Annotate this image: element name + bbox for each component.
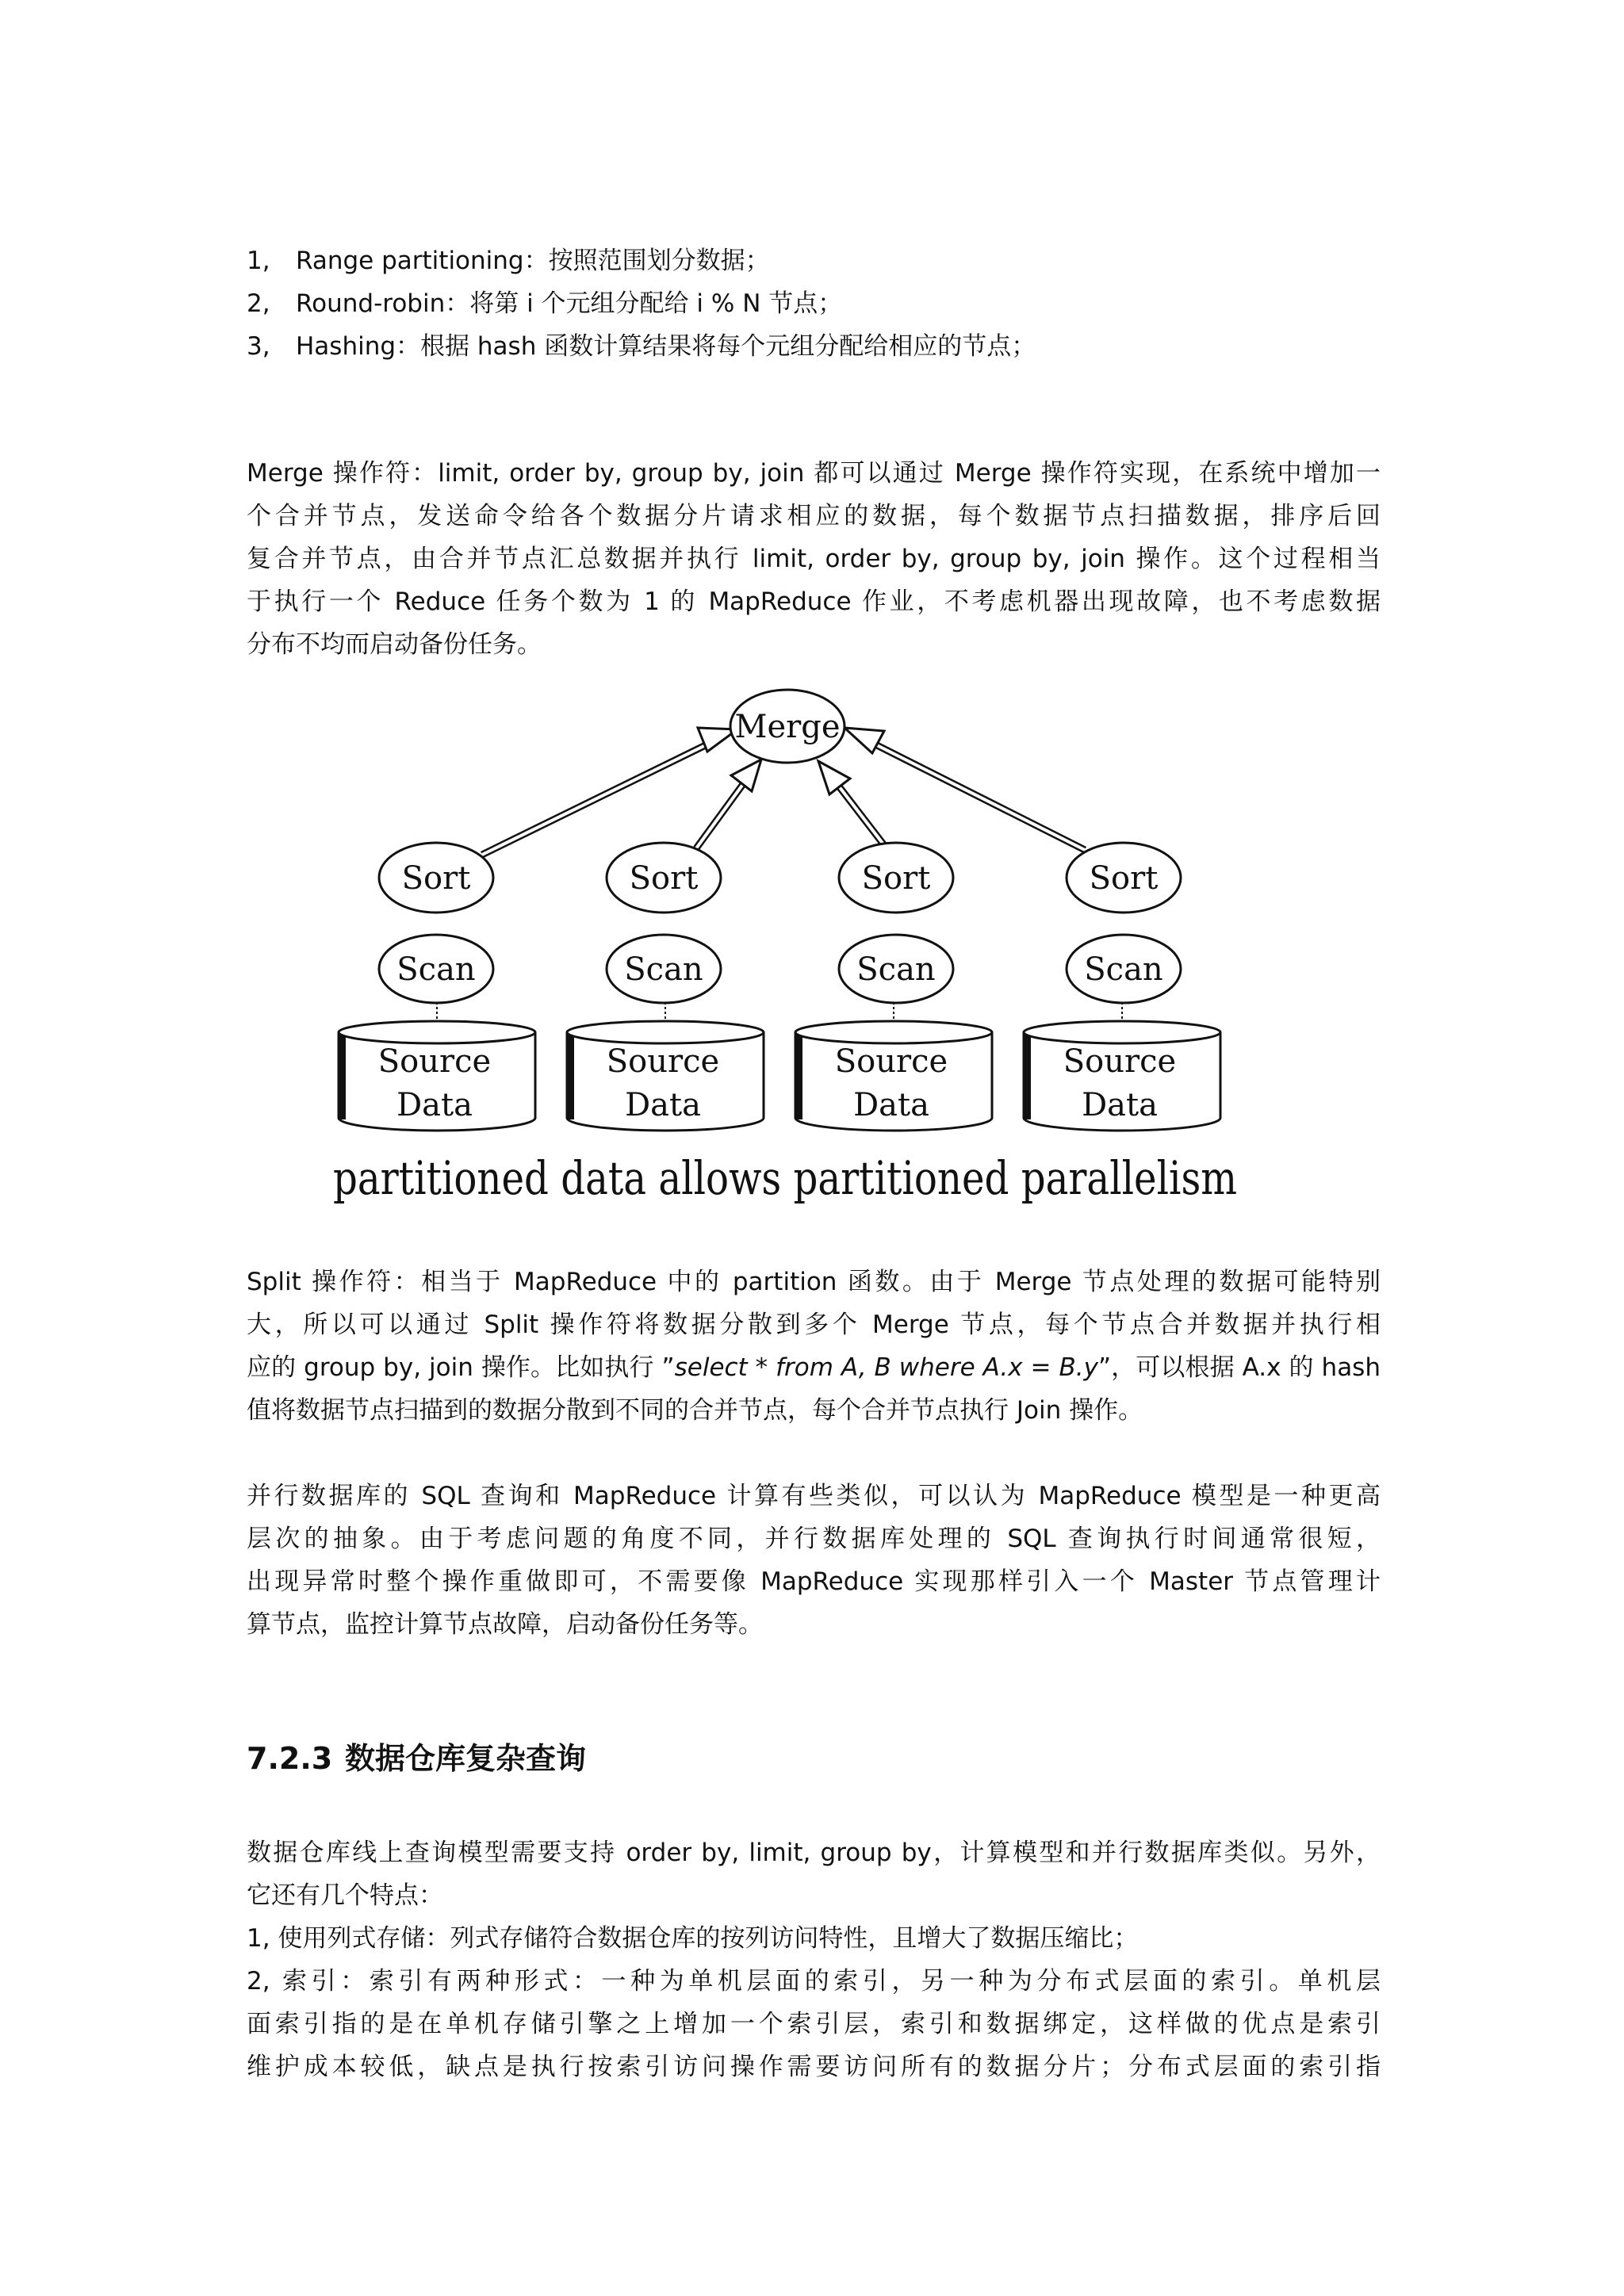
list-number: 2, — [247, 289, 270, 318]
merge-label: Merge — [734, 709, 841, 745]
source-label: Source — [1063, 1043, 1177, 1080]
scan-label: Scan — [396, 951, 476, 988]
partitioned-parallelism-figure — [317, 682, 1253, 1221]
data-label: Data — [396, 1087, 473, 1123]
paragraph-line: 个合并节点，发送命令给各个数据分片请求相应的数据，每个数据节点扫描数据，排序后回 — [247, 502, 1381, 530]
sql-example: select * from A, B where A.x = B.y — [674, 1353, 1098, 1382]
scan-label: Scan — [1084, 951, 1163, 988]
source-data-node — [339, 1002, 535, 1131]
list-text: Range partitioning：按照范围划分数据； — [296, 247, 770, 275]
sort-label: Sort — [1089, 860, 1159, 897]
paragraph-line: 于执行一个 Reduce 任务个数为 1 的 MapReduce 作业，不考虑机器出现故障，也不考虑数据 — [247, 587, 1381, 616]
paragraph-line: 层次的抽象。由于考虑问题的角度不同，并行数据库处理的 SQL 查询执行时间通常很短， — [247, 1525, 1381, 1553]
merge-node — [730, 690, 845, 763]
partition-column-1 — [339, 843, 535, 1131]
arrow-sort2-merge — [696, 760, 761, 848]
paragraph-line — [247, 1346, 1381, 1389]
paragraph-line: 分布不均而启动备份任务。 — [247, 630, 542, 659]
paragraph-line: 维护成本较低，缺点是执行按索引访问操作需要访问所有的数据分片；分布式层面的索引指 — [247, 2053, 1381, 2081]
paragraph-line: 算节点，监控计算节点故障，启动备份任务等。 — [247, 1610, 763, 1639]
paragraph-line: Merge 操作符：limit, order by, group by, join 都可以通过 Merge 操作符实现，在系统中增加一 — [247, 459, 1381, 488]
source-data-node — [1024, 1002, 1220, 1131]
partition-column-3 — [795, 843, 992, 1131]
list-item-round-robin — [247, 282, 842, 325]
paragraph-line: Split 操作符：相当于 MapReduce 中的 partition 函数。由于 Merge 节点处理的数据可能特别 — [247, 1268, 1381, 1296]
source-data-node — [795, 1002, 992, 1131]
data-label: Data — [1082, 1087, 1158, 1123]
list-item-range-partitioning — [247, 239, 770, 282]
source-label: Source — [834, 1043, 948, 1080]
paragraph-line: 大，所以可以通过 Split 操作符将数据分散到多个 Merge 节点，每个节点合并数据并执行相 — [247, 1311, 1381, 1339]
list-item-hashing — [247, 325, 1036, 368]
paragraph-line: 复合并节点，由合并节点汇总数据并执行 limit, order by, group by, join 操作。这个过程相当 — [247, 545, 1381, 573]
sort-label: Sort — [401, 860, 471, 897]
arrow-sort1-merge — [482, 728, 737, 855]
list-text: Hashing：根据 hash 函数计算结果将每个元组分配给相应的节点； — [296, 332, 1036, 361]
figure-caption: partitioned data allows partitioned parallelism — [333, 1151, 1237, 1205]
list-text: Round-robin：将第 i 个元组分配给 i % N 节点； — [296, 289, 843, 318]
paragraph-line: 2, 索引：索引有两种形式：一种为单机层面的索引，另一种为分布式层面的索引。单机层 — [247, 1967, 1381, 1996]
section-number: 7.2.3 — [247, 1741, 333, 1776]
section-title: 数据仓库复杂查询 — [345, 1741, 587, 1776]
source-data-node — [567, 1002, 764, 1131]
text-segment: ”，可以根据 A.x 的 hash — [1097, 1353, 1381, 1382]
list-number: 3, — [247, 332, 270, 361]
source-label: Source — [606, 1043, 720, 1080]
scan-label: Scan — [856, 951, 936, 988]
paragraph-line: 出现异常时整个操作重做即可，不需要像 MapReduce 实现那样引入一个 Master 节点管理计 — [247, 1567, 1381, 1596]
arrow-sort4-merge — [845, 728, 1085, 850]
paragraph-line: 它还有几个特点： — [247, 1881, 443, 1910]
sort-label: Sort — [629, 860, 699, 897]
data-label: Data — [853, 1087, 929, 1123]
arrow-sort3-merge — [818, 761, 887, 848]
paragraph-line: 数据仓库线上查询模型需要支持 order by, limit, group by，计算模型和并行数据库类似。另外， — [247, 1839, 1381, 1867]
list-number: 1, — [247, 247, 270, 275]
partition-column-4 — [1024, 843, 1220, 1131]
figure-diagram — [317, 682, 1253, 1221]
data-label: Data — [625, 1087, 701, 1123]
partition-column-2 — [567, 843, 764, 1131]
text-segment: 应的 group by, join 操作。比如执行 ” — [247, 1353, 675, 1382]
paragraph-line: 并行数据库的 SQL 查询和 MapReduce 计算有些类似，可以认为 MapReduce 模型是一种更高 — [247, 1482, 1381, 1510]
paragraph-line: 1, 使用列式存储：列式存储符合数据仓库的按列访问特性，且增大了数据压缩比； — [247, 1924, 1139, 1953]
paragraph-line: 面索引指的是在单机存储引擎之上增加一个索引层，索引和数据绑定，这样做的优点是索引 — [247, 2010, 1381, 2038]
sort-label: Sort — [861, 860, 931, 897]
source-label: Source — [377, 1043, 492, 1080]
scan-label: Scan — [624, 951, 703, 988]
paragraph-line: 值将数据节点扫描到的数据分散到不同的合并节点，每个合并节点执行 Join 操作。 — [247, 1396, 1143, 1425]
section-heading — [247, 1735, 586, 1782]
